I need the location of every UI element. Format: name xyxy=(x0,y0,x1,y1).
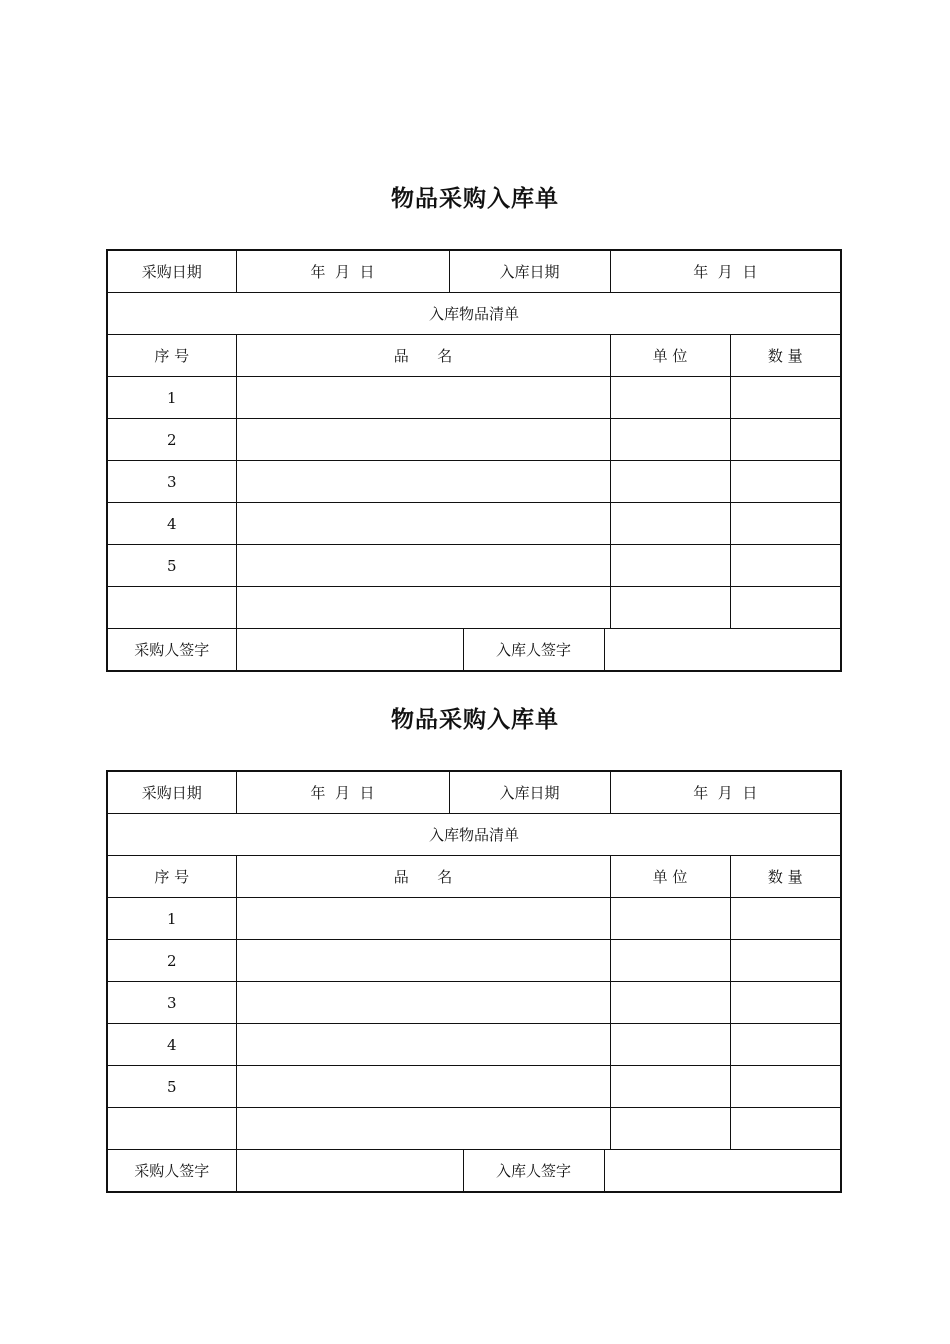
list-title-row xyxy=(107,293,841,335)
header-unit: 单 位 xyxy=(610,856,730,898)
item-name-cell[interactable] xyxy=(236,377,610,419)
unit-cell[interactable] xyxy=(610,587,730,629)
item-name-cell[interactable] xyxy=(236,419,610,461)
item-name-cell[interactable] xyxy=(236,587,610,629)
unit-cell[interactable] xyxy=(610,503,730,545)
storage-sign-label: 入库人签字 xyxy=(463,1150,604,1193)
purchase-storage-form xyxy=(106,770,842,1193)
unit-cell[interactable] xyxy=(610,898,730,940)
storage-sign-label: 入库人签字 xyxy=(463,629,604,672)
row-seq: 5 xyxy=(107,545,236,587)
row-seq: 1 xyxy=(107,377,236,419)
row-seq: 3 xyxy=(107,461,236,503)
unit-cell[interactable] xyxy=(610,982,730,1024)
purchase-date-label: 采购日期 xyxy=(107,250,236,293)
row-seq: 5 xyxy=(107,1066,236,1108)
table-row xyxy=(107,503,841,545)
signature-row xyxy=(107,629,841,672)
storage-sign-field[interactable] xyxy=(604,629,841,672)
purchase-date-field[interactable]: 年 月 日 xyxy=(236,250,449,293)
header-unit: 单 位 xyxy=(610,335,730,377)
row-seq: 4 xyxy=(107,503,236,545)
purchaser-sign-label: 采购人签字 xyxy=(107,629,236,672)
table-row xyxy=(107,1024,841,1066)
header-seq: 序 号 xyxy=(107,856,236,898)
item-name-cell[interactable] xyxy=(236,940,610,982)
table-row xyxy=(107,545,841,587)
table-row xyxy=(107,1108,841,1150)
unit-cell[interactable] xyxy=(610,461,730,503)
purchaser-sign-label: 采购人签字 xyxy=(107,1150,236,1193)
signature-row xyxy=(107,1150,841,1193)
qty-cell[interactable] xyxy=(730,503,841,545)
storage-date-field[interactable]: 年 月 日 xyxy=(610,771,841,814)
row-seq: 4 xyxy=(107,1024,236,1066)
form-title: 物品采购入库单 xyxy=(391,707,559,733)
unit-cell[interactable] xyxy=(610,1024,730,1066)
qty-cell[interactable] xyxy=(730,940,841,982)
table-row xyxy=(107,898,841,940)
item-name-cell[interactable] xyxy=(236,982,610,1024)
header-row xyxy=(107,856,841,898)
storage-sign-field[interactable] xyxy=(604,1150,841,1193)
table-row xyxy=(107,1066,841,1108)
qty-cell[interactable] xyxy=(730,587,841,629)
purchaser-sign-field[interactable] xyxy=(236,1150,463,1193)
storage-date-label: 入库日期 xyxy=(449,771,610,814)
list-title-row xyxy=(107,814,841,856)
row-seq: 1 xyxy=(107,898,236,940)
row-seq: 2 xyxy=(107,419,236,461)
table-row xyxy=(107,940,841,982)
item-name-cell[interactable] xyxy=(236,1066,610,1108)
item-name-cell[interactable] xyxy=(236,898,610,940)
table-row xyxy=(107,377,841,419)
purchase-date-field[interactable]: 年 月 日 xyxy=(236,771,449,814)
qty-cell[interactable] xyxy=(730,1024,841,1066)
qty-cell[interactable] xyxy=(730,982,841,1024)
storage-date-field[interactable]: 年 月 日 xyxy=(610,250,841,293)
unit-cell[interactable] xyxy=(610,419,730,461)
row-seq xyxy=(107,1108,236,1150)
table-row xyxy=(107,419,841,461)
row-seq: 3 xyxy=(107,982,236,1024)
table-row xyxy=(107,461,841,503)
unit-cell[interactable] xyxy=(610,377,730,419)
unit-cell[interactable] xyxy=(610,1108,730,1150)
table-row xyxy=(107,587,841,629)
qty-cell[interactable] xyxy=(730,545,841,587)
unit-cell[interactable] xyxy=(610,545,730,587)
qty-cell[interactable] xyxy=(730,377,841,419)
unit-cell[interactable] xyxy=(610,1066,730,1108)
item-name-cell[interactable] xyxy=(236,1024,610,1066)
unit-cell[interactable] xyxy=(610,940,730,982)
header-row xyxy=(107,335,841,377)
purchaser-sign-field[interactable] xyxy=(236,629,463,672)
purchase-storage-form xyxy=(106,249,842,672)
item-name-cell[interactable] xyxy=(236,545,610,587)
list-title: 入库物品清单 xyxy=(107,293,841,335)
table-row xyxy=(107,982,841,1024)
qty-cell[interactable] xyxy=(730,1066,841,1108)
header-qty: 数 量 xyxy=(730,335,841,377)
row-seq xyxy=(107,587,236,629)
qty-cell[interactable] xyxy=(730,1108,841,1150)
qty-cell[interactable] xyxy=(730,419,841,461)
storage-date-label: 入库日期 xyxy=(449,250,610,293)
list-title: 入库物品清单 xyxy=(107,814,841,856)
date-row xyxy=(107,250,841,293)
header-name: 品 名 xyxy=(236,335,610,377)
qty-cell[interactable] xyxy=(730,898,841,940)
header-qty: 数 量 xyxy=(730,856,841,898)
item-name-cell[interactable] xyxy=(236,503,610,545)
purchase-date-label: 采购日期 xyxy=(107,771,236,814)
item-name-cell[interactable] xyxy=(236,1108,610,1150)
header-seq: 序 号 xyxy=(107,335,236,377)
qty-cell[interactable] xyxy=(730,461,841,503)
header-name: 品 名 xyxy=(236,856,610,898)
form-title: 物品采购入库单 xyxy=(391,186,559,212)
row-seq: 2 xyxy=(107,940,236,982)
item-name-cell[interactable] xyxy=(236,461,610,503)
date-row xyxy=(107,771,841,814)
